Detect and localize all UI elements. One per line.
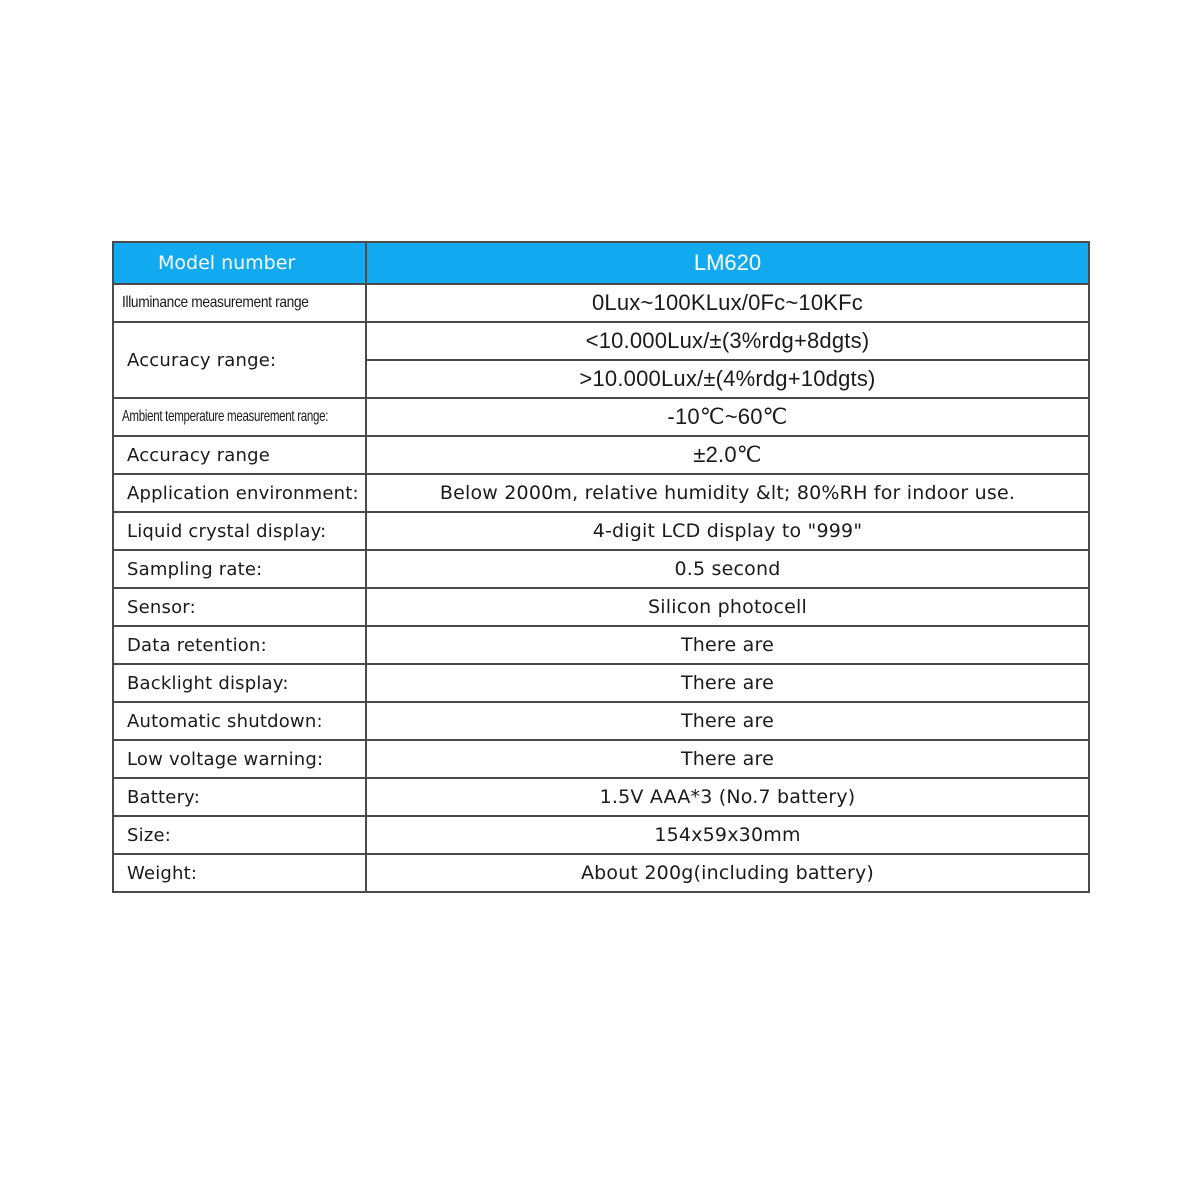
table-row bbox=[113, 322, 1089, 360]
row-value-size: 154x59x30mm bbox=[366, 816, 1089, 854]
row-label-weight: Weight: bbox=[113, 854, 366, 892]
row-label-sampling-rate: Sampling rate: bbox=[113, 550, 366, 588]
row-label-application-environment: Application environment: bbox=[113, 474, 366, 512]
table-row bbox=[113, 702, 1089, 740]
table-row bbox=[113, 550, 1089, 588]
row-value-sensor: Silicon photocell bbox=[366, 588, 1089, 626]
row-label-backlight: Backlight display: bbox=[113, 664, 366, 702]
table-row bbox=[113, 626, 1089, 664]
spec-table bbox=[112, 241, 1090, 893]
row-label-illuminance-range: Illuminance measurement range bbox=[113, 284, 366, 322]
table-row bbox=[113, 854, 1089, 892]
row-value-auto-shutdown: There are bbox=[366, 702, 1089, 740]
table-row bbox=[113, 740, 1089, 778]
row-label-ambient-temp-range: Ambient temperature measurement range: bbox=[113, 398, 366, 436]
row-value-accuracy-low: <10.000Lux/±(3%rdg+8dgts) bbox=[366, 322, 1089, 360]
row-value-ambient-temp-range: -10℃~60℃ bbox=[366, 398, 1089, 436]
row-label-auto-shutdown: Automatic shutdown: bbox=[113, 702, 366, 740]
table-row bbox=[113, 512, 1089, 550]
row-value-sampling-rate: 0.5 second bbox=[366, 550, 1089, 588]
table-header-row bbox=[113, 242, 1089, 284]
row-value-weight: About 200g(including battery) bbox=[366, 854, 1089, 892]
row-value-battery: 1.5V AAA*3 (No.7 battery) bbox=[366, 778, 1089, 816]
row-label-accuracy-range: Accuracy range: bbox=[113, 322, 366, 398]
row-value-low-voltage: There are bbox=[366, 740, 1089, 778]
table-row bbox=[113, 284, 1089, 322]
table-row bbox=[113, 778, 1089, 816]
row-label-lcd: Liquid crystal display: bbox=[113, 512, 366, 550]
header-label: Model number bbox=[113, 242, 366, 284]
row-value-temp-accuracy: ±2.0℃ bbox=[366, 436, 1089, 474]
row-label-low-voltage: Low voltage warning: bbox=[113, 740, 366, 778]
table-row bbox=[113, 398, 1089, 436]
row-label-data-retention: Data retention: bbox=[113, 626, 366, 664]
table-row bbox=[113, 816, 1089, 854]
table-row bbox=[113, 436, 1089, 474]
row-label-sensor: Sensor: bbox=[113, 588, 366, 626]
table-row bbox=[113, 474, 1089, 512]
header-model-value: LM620 bbox=[366, 242, 1089, 284]
row-value-accuracy-high: >10.000Lux/±(4%rdg+10dgts) bbox=[366, 360, 1089, 398]
row-label-size: Size: bbox=[113, 816, 366, 854]
table-row bbox=[113, 664, 1089, 702]
row-value-application-environment: Below 2000m, relative humidity &lt; 80%RH for indoor use. bbox=[366, 474, 1089, 512]
row-label-battery: Battery: bbox=[113, 778, 366, 816]
row-label-temp-accuracy: Accuracy range bbox=[113, 436, 366, 474]
row-value-data-retention: There are bbox=[366, 626, 1089, 664]
row-value-lcd: 4-digit LCD display to "999" bbox=[366, 512, 1089, 550]
row-value-backlight: There are bbox=[366, 664, 1089, 702]
table-row bbox=[113, 588, 1089, 626]
row-value-illuminance-range: 0Lux~100KLux/0Fc~10KFc bbox=[366, 284, 1089, 322]
